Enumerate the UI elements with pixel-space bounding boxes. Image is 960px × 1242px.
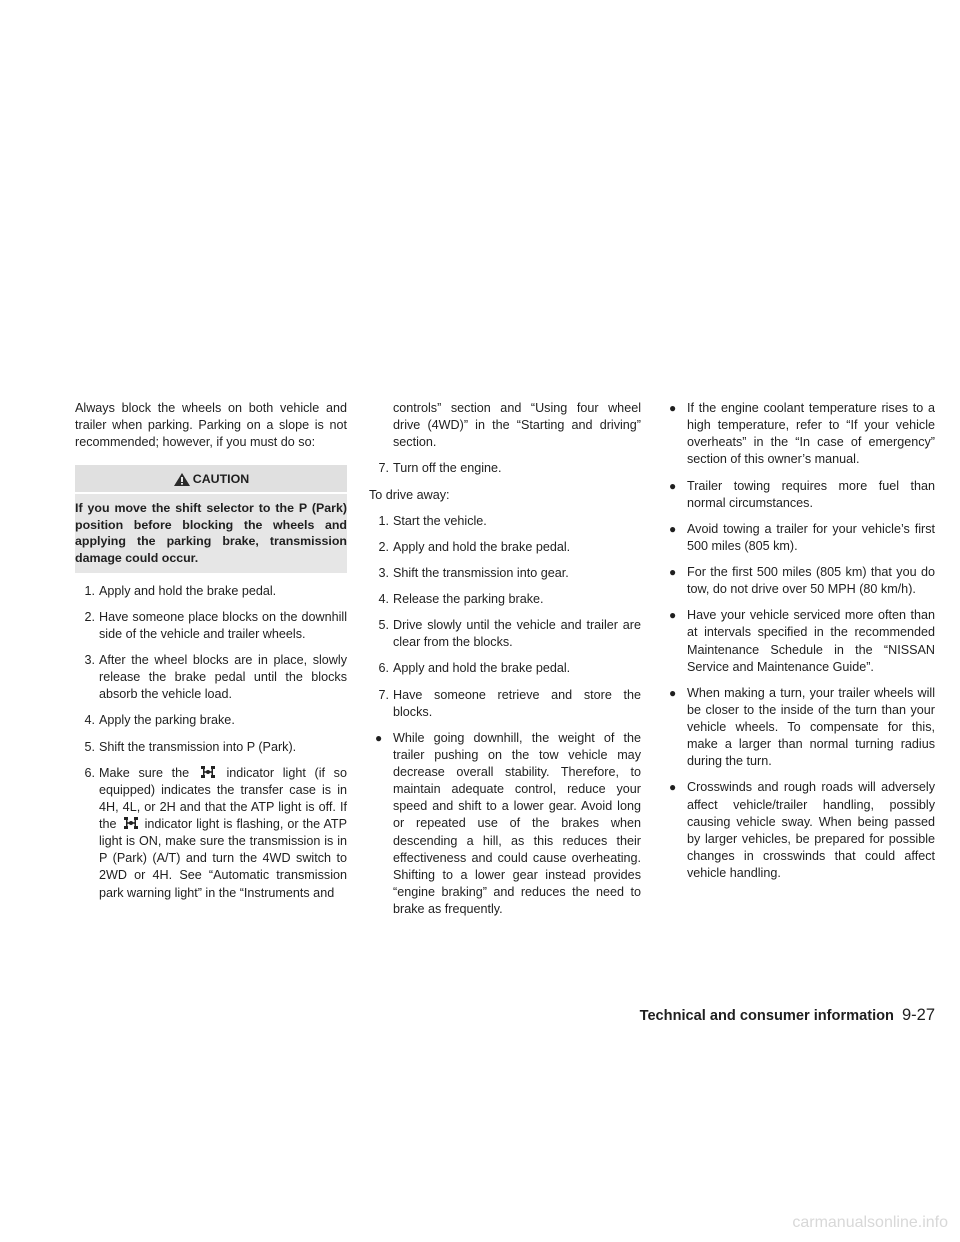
bullet-item xyxy=(663,521,935,555)
bullet-icon: ● xyxy=(669,565,677,579)
4wd-indicator-icon xyxy=(123,816,139,830)
step-number: 5. xyxy=(84,739,95,754)
bullet-item xyxy=(663,779,935,882)
bullet-icon: ● xyxy=(669,685,677,700)
step6-text-part2: indicator light (if so equipped) indicates the transfer case is in 4H, 4L, or 2H and that the ATP light is off. If the xyxy=(99,765,347,832)
step-text: Shift the transmission into gear. xyxy=(393,565,569,580)
step-text: Apply and hold the brake pedal. xyxy=(393,539,571,554)
4wd-indicator-icon xyxy=(200,765,216,779)
column-3 xyxy=(663,400,935,891)
caution-title: CAUTION xyxy=(192,472,250,487)
bullet-text: Trailer towing requires more fuel than normal circumstances. xyxy=(687,478,935,510)
bullet-icon: ● xyxy=(669,608,677,623)
step-number: 1. xyxy=(378,513,389,528)
list-item xyxy=(75,609,347,643)
list-item xyxy=(369,565,641,582)
step-number: 4. xyxy=(84,713,95,728)
bullet-item xyxy=(663,564,935,598)
step-number: 6. xyxy=(378,661,389,676)
step-text: Have someone place blocks on the downhill side of the vehicle and trailer wheels. xyxy=(99,609,347,641)
bullet-item xyxy=(663,685,935,771)
step-text: Turn off the engine. xyxy=(393,461,502,476)
drive-away-steps xyxy=(369,513,641,721)
step-text xyxy=(99,765,347,902)
bullet-icon: ● xyxy=(669,521,677,536)
bullet-text: When making a turn, your trailer wheels will be closer to the inside of the turn than your vehicle wheels. To compensate for this, make a larger than normal turning radius during the turn. xyxy=(687,685,935,769)
bullet-item xyxy=(663,607,935,676)
step-text: controls” section and “Using four wheel drive (4WD)” in the “Starting and driving” section. xyxy=(393,401,641,450)
bullet-text: Crosswinds and rough roads will adversely affect vehicle/trailer handling, possibly causing vehicle sway. When being passed by larger vehicles, be prepared for possible changes in crosswinds that could affect vehicle handling. xyxy=(687,780,935,880)
drive-away-label: To drive away: xyxy=(369,487,450,502)
step-number: 7. xyxy=(378,461,389,476)
bullet-icon: ● xyxy=(375,730,383,745)
footer-section-title: Technical and consumer information xyxy=(639,1008,894,1024)
intro-paragraph: Always block the wheels on both vehicle and trailer when parking. Parking on a slope is not recommended; however, if you must do so: xyxy=(75,401,347,450)
caution-box xyxy=(75,465,347,572)
step-text: Shift the transmission into P (Park). xyxy=(99,739,297,754)
step-number: 7. xyxy=(378,687,389,702)
step6-text-part1: Make sure the xyxy=(99,765,190,780)
parking-steps xyxy=(75,583,347,902)
warning-triangle-icon xyxy=(173,472,191,487)
bullet-icon: ● xyxy=(669,780,677,795)
step-number: 2. xyxy=(378,539,389,554)
step-text: Have someone retrieve and store the blocks. xyxy=(393,687,641,719)
list-item xyxy=(75,652,347,703)
list-item xyxy=(369,460,641,477)
step-number: 5. xyxy=(378,618,389,633)
column-2 xyxy=(369,400,641,927)
list-item xyxy=(369,660,641,677)
bullet-text: If the engine coolant temperature rises to a high temperature, refer to “If your vehicle overheats” in the “In case of emergency” section of this owner’s manual. xyxy=(687,401,935,467)
list-item xyxy=(369,591,641,608)
caution-text: If you move the shift selector to the P (Park) position before blocking the wheels and applying the parking brake, transmission damage could occur. xyxy=(75,501,347,566)
list-item xyxy=(369,513,641,530)
bullet-text: Have your vehicle serviced more often than at intervals specified in the recommended Maintenance Schedule in the “NISSAN Service and Maintenance Guide”. xyxy=(687,608,935,674)
list-item xyxy=(75,583,347,600)
bullet-text: While going downhill, the weight of the trailer pushing on the tow vehicle may decrease overall stability. Therefore, to maintain adequate control, reduce your speed and shift to a lower gear. Avoid long or repeated use of the brakes when descending a hill, as this reduces their effectiveness and could cause overheating. Shifting to a lower gear instead provides “engine braking” and reduces the need to brake as frequently. xyxy=(393,730,641,916)
step-number: 2. xyxy=(84,609,95,624)
step-text: Apply and hold the brake pedal. xyxy=(99,583,277,598)
caution-header xyxy=(75,465,347,494)
bullet-icon: ● xyxy=(669,478,677,493)
list-item xyxy=(369,539,641,556)
list-item xyxy=(75,739,347,756)
bullet-text: For the first 500 miles (805 km) that you do tow, do not drive over 50 MPH (80 km/h). xyxy=(687,565,935,597)
step-text: Apply and hold the brake pedal. xyxy=(393,661,571,676)
step6-text-part3: indicator light is flashing, or the ATP light is ON, make sure the transmission is in P (Park) (A/T) and turn the 4WD switch to 2WD or 4H. See “Automatic transmission park warning light” in the “Instruments and xyxy=(99,817,347,900)
step-text: Drive slowly until the vehicle and trailer are clear from the blocks. xyxy=(393,618,641,650)
bullet-item xyxy=(369,730,641,918)
step-number: 3. xyxy=(84,653,95,668)
step-number: 4. xyxy=(378,592,389,606)
step-number: 6. xyxy=(84,765,95,780)
step-number: 1. xyxy=(84,583,95,598)
step-text: Start the vehicle. xyxy=(393,513,487,528)
step-text: Apply the parking brake. xyxy=(99,713,235,728)
list-item xyxy=(369,687,641,721)
bullet-item xyxy=(663,400,935,469)
page-number: 9-27 xyxy=(901,1006,935,1024)
list-item xyxy=(75,712,347,729)
step-number: 3. xyxy=(378,565,389,580)
step-text: Release the parking brake. xyxy=(393,592,544,606)
list-item-continued xyxy=(369,400,641,451)
column-1 xyxy=(75,400,347,911)
watermark: carmanualsonline.info xyxy=(792,1214,948,1232)
step-text: After the wheel blocks are in place, slowly release the brake pedal until the blocks absorb the vehicle load. xyxy=(99,653,347,702)
bullet-icon: ● xyxy=(669,401,677,415)
bullet-item xyxy=(663,478,935,512)
list-item xyxy=(369,617,641,651)
page-footer xyxy=(640,1004,935,1027)
bullet-text: Avoid towing a trailer for your vehicle’s first 500 miles (805 km). xyxy=(687,521,935,553)
list-item xyxy=(75,765,347,902)
